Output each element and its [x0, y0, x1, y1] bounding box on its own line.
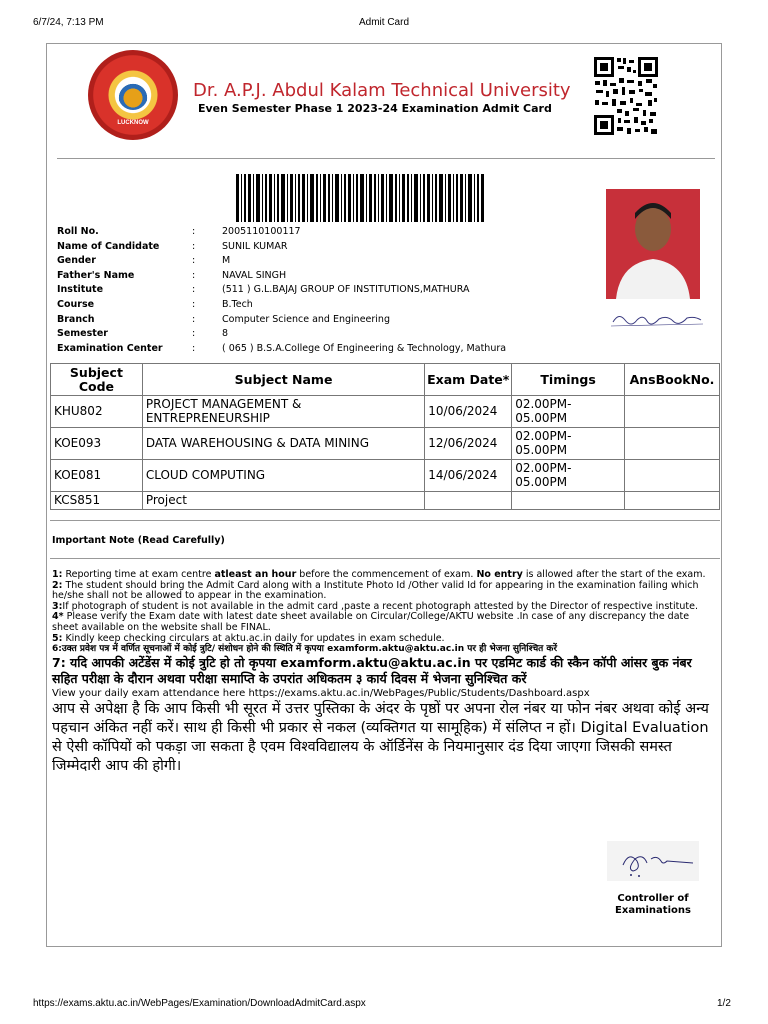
print-page-title: Admit Card	[358, 17, 409, 28]
note-7: 7: यदि आपकी अटेंडेंस में कोई त्रुटि हो तो कृपया examform.aktu@aktu.ac.in पर एडमिट कार्ड की स्कैन कॉपी आंसर बुक नंबर सहित परीक्षा के दौरान अथवा परीक्षा समाप्ति के उपरांत अधिकतम ३ कार्य दिवस में भेजना सुनिश्चित करें	[52, 654, 692, 686]
note-3: 3:If photograph of student is not available in the admit card ,paste a recent photograph attested by the Director of respective institute.	[52, 600, 698, 612]
university-name: Dr. A.P.J. Abdul Kalam Technical University	[193, 80, 571, 101]
table-header-row	[51, 364, 720, 396]
admit-card: LUCKNOW Dr. A.P.J. Abdul Kalam Technical University Even Semester Phase 1 2023-24 Examination Admit Card Roll No. : 2005110100117 Name of Candidate : SUNIL KUMAR Gender : M Father's Name : NAVAL SINGH Institute : (511 ) G.L.BAJAJ GROUP OF INSTITUTIONS,MATHURA Course : B.Tech Branch : Computer Science and Engineering Semester : 8 Examination Center : ( 065 ) B.S.A.College Of Engineering & Technology, Mathura Subject Code Subject Name Exam Date* Timings AnsBookNo. KHU802 PROJECT MANAGEMENT & ENTREPRENEURSHIP 10/06/2024 02.00PM-05.00PM KOE093 DATA WAREHOUSING & DATA MINING 12/06/2024 02.00PM-05.00PM KOE081 CLOUD COMPUTING 14/06/2024 02.00PM-05.00PM KCS851 Project Important Note (Read Carefully) 1: Reporting time at exam centre atleast an hour before the commencement of exam. No entry is allowed after the start of the exam. 2: The student should bring the Admit Card along with a Institute Photo Id /Other valid Id for appearing in the examination failing which he/she shall not be allowed to appear in the examination. 3:If photograph of student is not available in the admit card ,paste a recent photograph attested by the Director of respective institute. 4* Please verify the Exam date with latest date sheet available on Circular/College/AKTU website .In case of any discrepancy the date sheet available on the website shall be FINAL. 5: Kindly keep checking circulars at aktu.ac.in daily for updates in exam schedule. 6:उक्त प्रवेश पत्र में वर्णित सूचनाओं में कोई त्रुटि/ संशोधन होने की स्थिति में कृपया examform.aktu@aktu.ac.in पर ही भेजना सुनिश्चित करें 7: यदि आपकी अटेंडेंस में कोई त्रुटि हो तो कृपया examform.aktu@aktu.ac.in पर एडमिट कार्ड की स्कैन कॉपी आंसर बुक नंबर सहित परीक्षा के दौरान अथवा परीक्षा समाप्ति के उपरांत अधिकतम ३ कार्य दिवस में भेजना सुनिश्चित करें View your daily exam attendance here https://exams.aktu.ac.in/WebPages/Public/Students/Dashboard.aspx आप से अपेक्षा है कि आप किसी भी सूरत में उत्तर पुस्तिका के अंदर के पृष्ठों पर अपना रोल नंबर या फोन नंबर अथवा कोई अन्य पहचान अंकित नहीं करें। साथ ही किसी भी प्रकार से नकल (व्यक्तिगत या सामूहिक) में संलिप्त न हों। Digital Evaluation से ऐसी कॉपियों को पकड़ा जा सकता है एवम विश्वविद्यालय के ऑर्डिनेंस के नियमानुसार दंड दिया जाएगा जिसकी समस्त जिम्मेदारी आप की होगी। Controller of Examinations	[46, 43, 722, 947]
header-divider	[57, 158, 715, 159]
col-subject-code: Subject Code	[51, 364, 143, 396]
note-2: 2: The student should bring the Admit Card along with a Institute Photo Id /Other valid Id for appearing in the examination failing which he/she shall not be allowed to appear in the examination.	[52, 579, 699, 602]
cell-name: CLOUD COMPUTING	[142, 460, 424, 492]
university-logo	[88, 50, 178, 140]
detail-value: NAVAL SINGH	[222, 269, 287, 281]
detail-value: ( 065 ) B.S.A.College Of Engineering & Technology, Mathura	[222, 342, 507, 354]
table-row	[51, 460, 720, 492]
detail-label: Name of Candidate	[57, 240, 160, 252]
cell-date: 14/06/2024	[425, 460, 512, 492]
detail-value: 8	[222, 328, 229, 340]
cell-date: 10/06/2024	[425, 396, 512, 428]
attendance-note: View your daily exam attendance here https://exams.aktu.ac.in/WebPages/Public/Students/Dashboard.aspx	[52, 687, 590, 699]
hindi-warning-note: आप से अपेक्षा है कि आप किसी भी सूरत में उत्तर पुस्तिका के अंदर के पृष्ठों पर अपना रोल नंबर या फोन नंबर अथवा कोई अन्य पहचान अंकित नहीं करें। साथ ही किसी भी प्रकार से नकल (व्यक्तिगत या सामूहिक) में संलिप्त न हों। Digital Evaluation से ऐसी कॉपियों को पकड़ा जा सकता है एवम विश्वविद्यालय के ऑर्डिनेंस के नियमानुसार दंड दिया जाएगा जिसकी समस्त जिम्मेदारी आप की होगी।	[52, 700, 709, 774]
cell-code: KOE093	[51, 428, 143, 460]
cell-code: KCS851	[51, 492, 143, 510]
print-page-number: 1/2	[717, 998, 731, 1009]
cell-name: DATA WAREHOUSING & DATA MINING	[142, 428, 424, 460]
detail-label: Father's Name	[57, 269, 135, 281]
detail-value: 2005110100117	[222, 226, 301, 237]
detail-label: Branch	[57, 313, 95, 325]
detail-value: M	[222, 255, 231, 267]
table-row	[51, 428, 720, 460]
cell-ansbook	[625, 396, 720, 428]
table-row	[51, 492, 720, 510]
controller-signature	[607, 841, 699, 881]
detail-label: Semester	[57, 328, 108, 340]
detail-value: B.Tech	[222, 298, 253, 310]
controller-label: Controller of Examinations	[615, 893, 691, 916]
cell-ansbook	[625, 428, 720, 460]
col-ansbook: AnsBookNo.	[625, 364, 720, 396]
cell-time: 02.00PM-05.00PM	[512, 396, 625, 428]
detail-label: Roll No.	[57, 226, 99, 237]
print-date: 6/7/24, 7:13 PM	[33, 17, 104, 28]
cell-code: KOE081	[51, 460, 143, 492]
detail-label: Institute	[57, 284, 104, 296]
cell-time	[512, 492, 625, 510]
cell-date: 12/06/2024	[425, 428, 512, 460]
cell-code: KHU802	[51, 396, 143, 428]
col-subject-name: Subject Name	[142, 364, 424, 396]
important-notes	[52, 570, 712, 776]
cell-time: 02.00PM-05.00PM	[512, 460, 625, 492]
cell-date	[425, 492, 512, 510]
cell-ansbook	[625, 492, 720, 510]
candidate-photo	[606, 189, 700, 299]
logo-text: LUCKNOW	[117, 120, 149, 126]
detail-value: Computer Science and Engineering	[222, 313, 390, 325]
notes-divider-bottom	[50, 558, 720, 559]
note-1: 1: Reporting time at exam centre atleast an hour before the commencement of exam. No entry is allowed after the start of the exam.	[52, 569, 706, 580]
notes-divider-top	[50, 520, 720, 521]
notes-title: Important Note (Read Carefully)	[52, 535, 225, 546]
detail-value: (511 ) G.L.BAJAJ GROUP OF INSTITUTIONS,MATHURA	[222, 284, 470, 296]
note-4: 4* Please verify the Exam date with latest date sheet available on Circular/College/AKTU website .In case of any discrepancy the date sheet available on the website shall be FINAL.	[52, 611, 690, 633]
subjects-table	[50, 363, 720, 510]
note-5: 5: Kindly keep checking circulars at aktu.ac.in daily for updates in exam schedule.	[52, 632, 445, 644]
candidate-signature	[607, 306, 707, 330]
roll-barcode	[236, 174, 484, 222]
col-exam-date: Exam Date*	[425, 364, 512, 396]
note-6: 6:उक्त प्रवेश पत्र में वर्णित सूचनाओं में कोई त्रुटि/ संशोधन होने की स्थिति में कृपया examform.aktu@aktu.ac.in पर ही भेजना सुनिश्चित करें	[52, 644, 558, 655]
cell-time: 02.00PM-05.00PM	[512, 428, 625, 460]
cell-name: PROJECT MANAGEMENT & ENTREPRENEURSHIP	[142, 396, 424, 428]
col-timings: Timings	[512, 364, 625, 396]
print-url: https://exams.aktu.ac.in/WebPages/Examination/DownloadAdmitCard.aspx	[33, 998, 366, 1009]
detail-label: Course	[57, 298, 95, 310]
exam-title: Even Semester Phase 1 2023-24 Examination Admit Card	[198, 102, 552, 115]
qr-code	[593, 56, 659, 136]
cell-ansbook	[625, 460, 720, 492]
detail-label: Examination Center	[57, 342, 163, 354]
cell-name: Project	[142, 492, 424, 510]
table-row	[51, 396, 720, 428]
browser-print-header	[0, 17, 768, 31]
detail-value: SUNIL KUMAR	[222, 240, 288, 252]
logo-emblem	[118, 80, 148, 110]
detail-label: Gender	[57, 255, 96, 267]
candidate-photo-placeholder	[606, 189, 700, 299]
